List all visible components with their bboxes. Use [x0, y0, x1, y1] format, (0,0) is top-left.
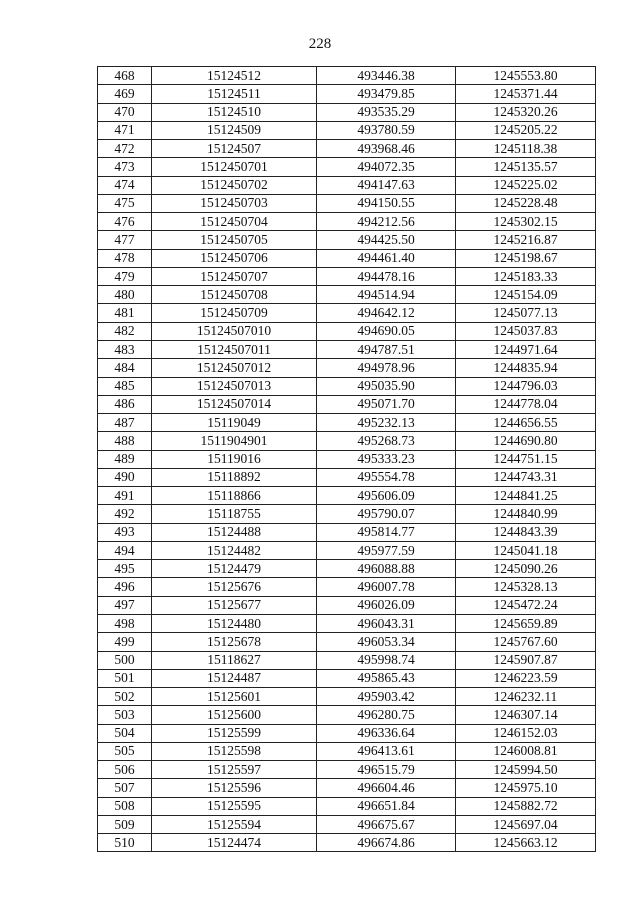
y-coordinate-cell: 1246223.59	[456, 669, 596, 687]
point-id-cell: 15118627	[152, 651, 317, 669]
x-coordinate-cell: 494978.96	[317, 359, 456, 377]
row-number-cell: 488	[98, 432, 152, 450]
x-coordinate-cell: 496674.86	[317, 834, 456, 852]
y-coordinate-cell: 1245135.57	[456, 158, 596, 176]
row-number-cell: 500	[98, 651, 152, 669]
table-row	[98, 797, 596, 815]
table-row	[98, 669, 596, 687]
x-coordinate-cell: 494478.16	[317, 267, 456, 285]
table-row	[98, 67, 596, 85]
row-number-cell: 475	[98, 194, 152, 212]
x-coordinate-cell: 494150.55	[317, 194, 456, 212]
table-row	[98, 578, 596, 596]
point-id-cell: 1511904901	[152, 432, 317, 450]
y-coordinate-cell: 1245228.48	[456, 194, 596, 212]
point-id-cell: 1512450702	[152, 176, 317, 194]
row-number-cell: 492	[98, 505, 152, 523]
row-number-cell: 503	[98, 706, 152, 724]
row-number-cell: 477	[98, 231, 152, 249]
table-row	[98, 140, 596, 158]
table-row	[98, 414, 596, 432]
row-number-cell: 471	[98, 121, 152, 139]
y-coordinate-cell: 1246307.14	[456, 706, 596, 724]
row-number-cell: 507	[98, 779, 152, 797]
row-number-cell: 484	[98, 359, 152, 377]
table-row	[98, 706, 596, 724]
y-coordinate-cell: 1245907.87	[456, 651, 596, 669]
point-id-cell: 15124510	[152, 103, 317, 121]
table-row	[98, 651, 596, 669]
y-coordinate-cell: 1245077.13	[456, 304, 596, 322]
table-row	[98, 450, 596, 468]
row-number-cell: 468	[98, 67, 152, 85]
table-row	[98, 359, 596, 377]
point-id-cell: 15125595	[152, 797, 317, 815]
table-row	[98, 85, 596, 103]
x-coordinate-cell: 494072.35	[317, 158, 456, 176]
x-coordinate-cell: 496007.78	[317, 578, 456, 596]
row-number-cell: 489	[98, 450, 152, 468]
table-row	[98, 633, 596, 651]
y-coordinate-cell: 1245183.33	[456, 267, 596, 285]
row-number-cell: 509	[98, 815, 152, 833]
x-coordinate-cell: 495333.23	[317, 450, 456, 468]
y-coordinate-cell: 1244778.04	[456, 395, 596, 413]
point-id-cell: 15124507012	[152, 359, 317, 377]
table-row	[98, 724, 596, 742]
row-number-cell: 506	[98, 761, 152, 779]
point-id-cell: 15124507014	[152, 395, 317, 413]
row-number-cell: 510	[98, 834, 152, 852]
point-id-cell: 15125678	[152, 633, 317, 651]
row-number-cell: 472	[98, 140, 152, 158]
x-coordinate-cell: 494690.05	[317, 322, 456, 340]
x-coordinate-cell: 494147.63	[317, 176, 456, 194]
x-coordinate-cell: 495606.09	[317, 487, 456, 505]
x-coordinate-cell: 495268.73	[317, 432, 456, 450]
y-coordinate-cell: 1244656.55	[456, 414, 596, 432]
x-coordinate-cell: 495790.07	[317, 505, 456, 523]
point-id-cell: 15124512	[152, 67, 317, 85]
row-number-cell: 469	[98, 85, 152, 103]
y-coordinate-cell: 1245154.09	[456, 286, 596, 304]
y-coordinate-cell: 1245090.26	[456, 560, 596, 578]
x-coordinate-cell: 495814.77	[317, 523, 456, 541]
table-row	[98, 779, 596, 797]
y-coordinate-cell: 1245371.44	[456, 85, 596, 103]
y-coordinate-cell: 1245663.12	[456, 834, 596, 852]
row-number-cell: 482	[98, 322, 152, 340]
point-id-cell: 1512450706	[152, 249, 317, 267]
y-coordinate-cell: 1245302.15	[456, 213, 596, 231]
x-coordinate-cell: 494787.51	[317, 340, 456, 358]
row-number-cell: 496	[98, 578, 152, 596]
y-coordinate-cell: 1245216.87	[456, 231, 596, 249]
y-coordinate-cell: 1245472.24	[456, 596, 596, 614]
y-coordinate-cell: 1245205.22	[456, 121, 596, 139]
point-id-cell: 15118892	[152, 468, 317, 486]
point-id-cell: 15125594	[152, 815, 317, 833]
x-coordinate-cell: 495998.74	[317, 651, 456, 669]
y-coordinate-cell: 1244743.31	[456, 468, 596, 486]
row-number-cell: 497	[98, 596, 152, 614]
x-coordinate-cell: 494514.94	[317, 286, 456, 304]
point-id-cell: 15124487	[152, 669, 317, 687]
x-coordinate-cell: 495035.90	[317, 377, 456, 395]
table-row	[98, 121, 596, 139]
x-coordinate-cell: 495232.13	[317, 414, 456, 432]
coordinates-table	[97, 66, 596, 852]
table-row	[98, 322, 596, 340]
row-number-cell: 485	[98, 377, 152, 395]
x-coordinate-cell: 495071.70	[317, 395, 456, 413]
x-coordinate-cell: 496515.79	[317, 761, 456, 779]
x-coordinate-cell: 495903.42	[317, 688, 456, 706]
point-id-cell: 15125601	[152, 688, 317, 706]
row-number-cell: 476	[98, 213, 152, 231]
y-coordinate-cell: 1246152.03	[456, 724, 596, 742]
point-id-cell: 15125597	[152, 761, 317, 779]
point-id-cell: 15124507013	[152, 377, 317, 395]
point-id-cell: 1512450703	[152, 194, 317, 212]
y-coordinate-cell: 1245697.04	[456, 815, 596, 833]
y-coordinate-cell: 1245882.72	[456, 797, 596, 815]
table-row	[98, 468, 596, 486]
y-coordinate-cell: 1244843.39	[456, 523, 596, 541]
table-row	[98, 158, 596, 176]
row-number-cell: 474	[98, 176, 152, 194]
table-row	[98, 432, 596, 450]
point-id-cell: 15124488	[152, 523, 317, 541]
y-coordinate-cell: 1245041.18	[456, 541, 596, 559]
table-row	[98, 834, 596, 852]
table-row	[98, 267, 596, 285]
y-coordinate-cell: 1244841.25	[456, 487, 596, 505]
table-row	[98, 596, 596, 614]
table-row	[98, 231, 596, 249]
point-id-cell: 15124480	[152, 614, 317, 632]
y-coordinate-cell: 1244971.64	[456, 340, 596, 358]
x-coordinate-cell: 495977.59	[317, 541, 456, 559]
table-row	[98, 103, 596, 121]
table-row	[98, 340, 596, 358]
table-row	[98, 761, 596, 779]
table-row	[98, 377, 596, 395]
x-coordinate-cell: 496336.64	[317, 724, 456, 742]
y-coordinate-cell: 1245767.60	[456, 633, 596, 651]
table-row	[98, 304, 596, 322]
row-number-cell: 508	[98, 797, 152, 815]
point-id-cell: 15124507010	[152, 322, 317, 340]
point-id-cell: 15124511	[152, 85, 317, 103]
x-coordinate-cell: 494425.50	[317, 231, 456, 249]
point-id-cell: 1512450701	[152, 158, 317, 176]
table-row	[98, 487, 596, 505]
table-row	[98, 505, 596, 523]
point-id-cell: 15124509	[152, 121, 317, 139]
row-number-cell: 480	[98, 286, 152, 304]
point-id-cell: 15124507011	[152, 340, 317, 358]
row-number-cell: 490	[98, 468, 152, 486]
table-row	[98, 213, 596, 231]
x-coordinate-cell: 496675.67	[317, 815, 456, 833]
x-coordinate-cell: 493446.38	[317, 67, 456, 85]
y-coordinate-cell: 1245994.50	[456, 761, 596, 779]
table-row	[98, 249, 596, 267]
row-number-cell: 499	[98, 633, 152, 651]
table-row	[98, 688, 596, 706]
y-coordinate-cell: 1244796.03	[456, 377, 596, 395]
x-coordinate-cell: 496604.46	[317, 779, 456, 797]
y-coordinate-cell: 1244690.80	[456, 432, 596, 450]
x-coordinate-cell: 493479.85	[317, 85, 456, 103]
point-id-cell: 15125599	[152, 724, 317, 742]
y-coordinate-cell: 1244835.94	[456, 359, 596, 377]
x-coordinate-cell: 496088.88	[317, 560, 456, 578]
y-coordinate-cell: 1245328.13	[456, 578, 596, 596]
row-number-cell: 478	[98, 249, 152, 267]
x-coordinate-cell: 494212.56	[317, 213, 456, 231]
point-id-cell: 15124507	[152, 140, 317, 158]
row-number-cell: 504	[98, 724, 152, 742]
point-id-cell: 15125598	[152, 742, 317, 760]
x-coordinate-cell: 493968.46	[317, 140, 456, 158]
row-number-cell: 494	[98, 541, 152, 559]
row-number-cell: 505	[98, 742, 152, 760]
point-id-cell: 15125677	[152, 596, 317, 614]
point-id-cell: 1512450709	[152, 304, 317, 322]
row-number-cell: 473	[98, 158, 152, 176]
y-coordinate-cell: 1245118.38	[456, 140, 596, 158]
table-row	[98, 815, 596, 833]
x-coordinate-cell: 496280.75	[317, 706, 456, 724]
y-coordinate-cell: 1245198.67	[456, 249, 596, 267]
x-coordinate-cell: 496043.31	[317, 614, 456, 632]
table-row	[98, 194, 596, 212]
x-coordinate-cell: 493535.29	[317, 103, 456, 121]
x-coordinate-cell: 496413.61	[317, 742, 456, 760]
y-coordinate-cell: 1245225.02	[456, 176, 596, 194]
x-coordinate-cell: 495865.43	[317, 669, 456, 687]
x-coordinate-cell: 496651.84	[317, 797, 456, 815]
row-number-cell: 486	[98, 395, 152, 413]
table-row	[98, 523, 596, 541]
y-coordinate-cell: 1246008.81	[456, 742, 596, 760]
table-row	[98, 560, 596, 578]
table-body	[98, 67, 596, 852]
x-coordinate-cell: 493780.59	[317, 121, 456, 139]
row-number-cell: 502	[98, 688, 152, 706]
point-id-cell: 15125676	[152, 578, 317, 596]
point-id-cell: 15118866	[152, 487, 317, 505]
y-coordinate-cell: 1244840.99	[456, 505, 596, 523]
row-number-cell: 493	[98, 523, 152, 541]
row-number-cell: 501	[98, 669, 152, 687]
point-id-cell: 1512450704	[152, 213, 317, 231]
y-coordinate-cell: 1244751.15	[456, 450, 596, 468]
point-id-cell: 15124474	[152, 834, 317, 852]
point-id-cell: 1512450708	[152, 286, 317, 304]
point-id-cell: 15124479	[152, 560, 317, 578]
point-id-cell: 15119049	[152, 414, 317, 432]
row-number-cell: 495	[98, 560, 152, 578]
x-coordinate-cell: 494642.12	[317, 304, 456, 322]
x-coordinate-cell: 495554.78	[317, 468, 456, 486]
row-number-cell: 479	[98, 267, 152, 285]
page-number: 228	[308, 36, 332, 52]
table-row	[98, 395, 596, 413]
x-coordinate-cell: 494461.40	[317, 249, 456, 267]
point-id-cell: 15125600	[152, 706, 317, 724]
row-number-cell: 491	[98, 487, 152, 505]
x-coordinate-cell: 496026.09	[317, 596, 456, 614]
point-id-cell: 15124482	[152, 541, 317, 559]
row-number-cell: 498	[98, 614, 152, 632]
x-coordinate-cell: 496053.34	[317, 633, 456, 651]
point-id-cell: 1512450705	[152, 231, 317, 249]
point-id-cell: 15119016	[152, 450, 317, 468]
row-number-cell: 481	[98, 304, 152, 322]
y-coordinate-cell: 1246232.11	[456, 688, 596, 706]
point-id-cell: 15125596	[152, 779, 317, 797]
table-row	[98, 541, 596, 559]
table-row	[98, 176, 596, 194]
row-number-cell: 487	[98, 414, 152, 432]
point-id-cell: 15118755	[152, 505, 317, 523]
y-coordinate-cell: 1245037.83	[456, 322, 596, 340]
y-coordinate-cell: 1245659.89	[456, 614, 596, 632]
table-row	[98, 614, 596, 632]
y-coordinate-cell: 1245320.26	[456, 103, 596, 121]
row-number-cell: 470	[98, 103, 152, 121]
table-row	[98, 742, 596, 760]
point-id-cell: 1512450707	[152, 267, 317, 285]
y-coordinate-cell: 1245553.80	[456, 67, 596, 85]
table-row	[98, 286, 596, 304]
y-coordinate-cell: 1245975.10	[456, 779, 596, 797]
row-number-cell: 483	[98, 340, 152, 358]
